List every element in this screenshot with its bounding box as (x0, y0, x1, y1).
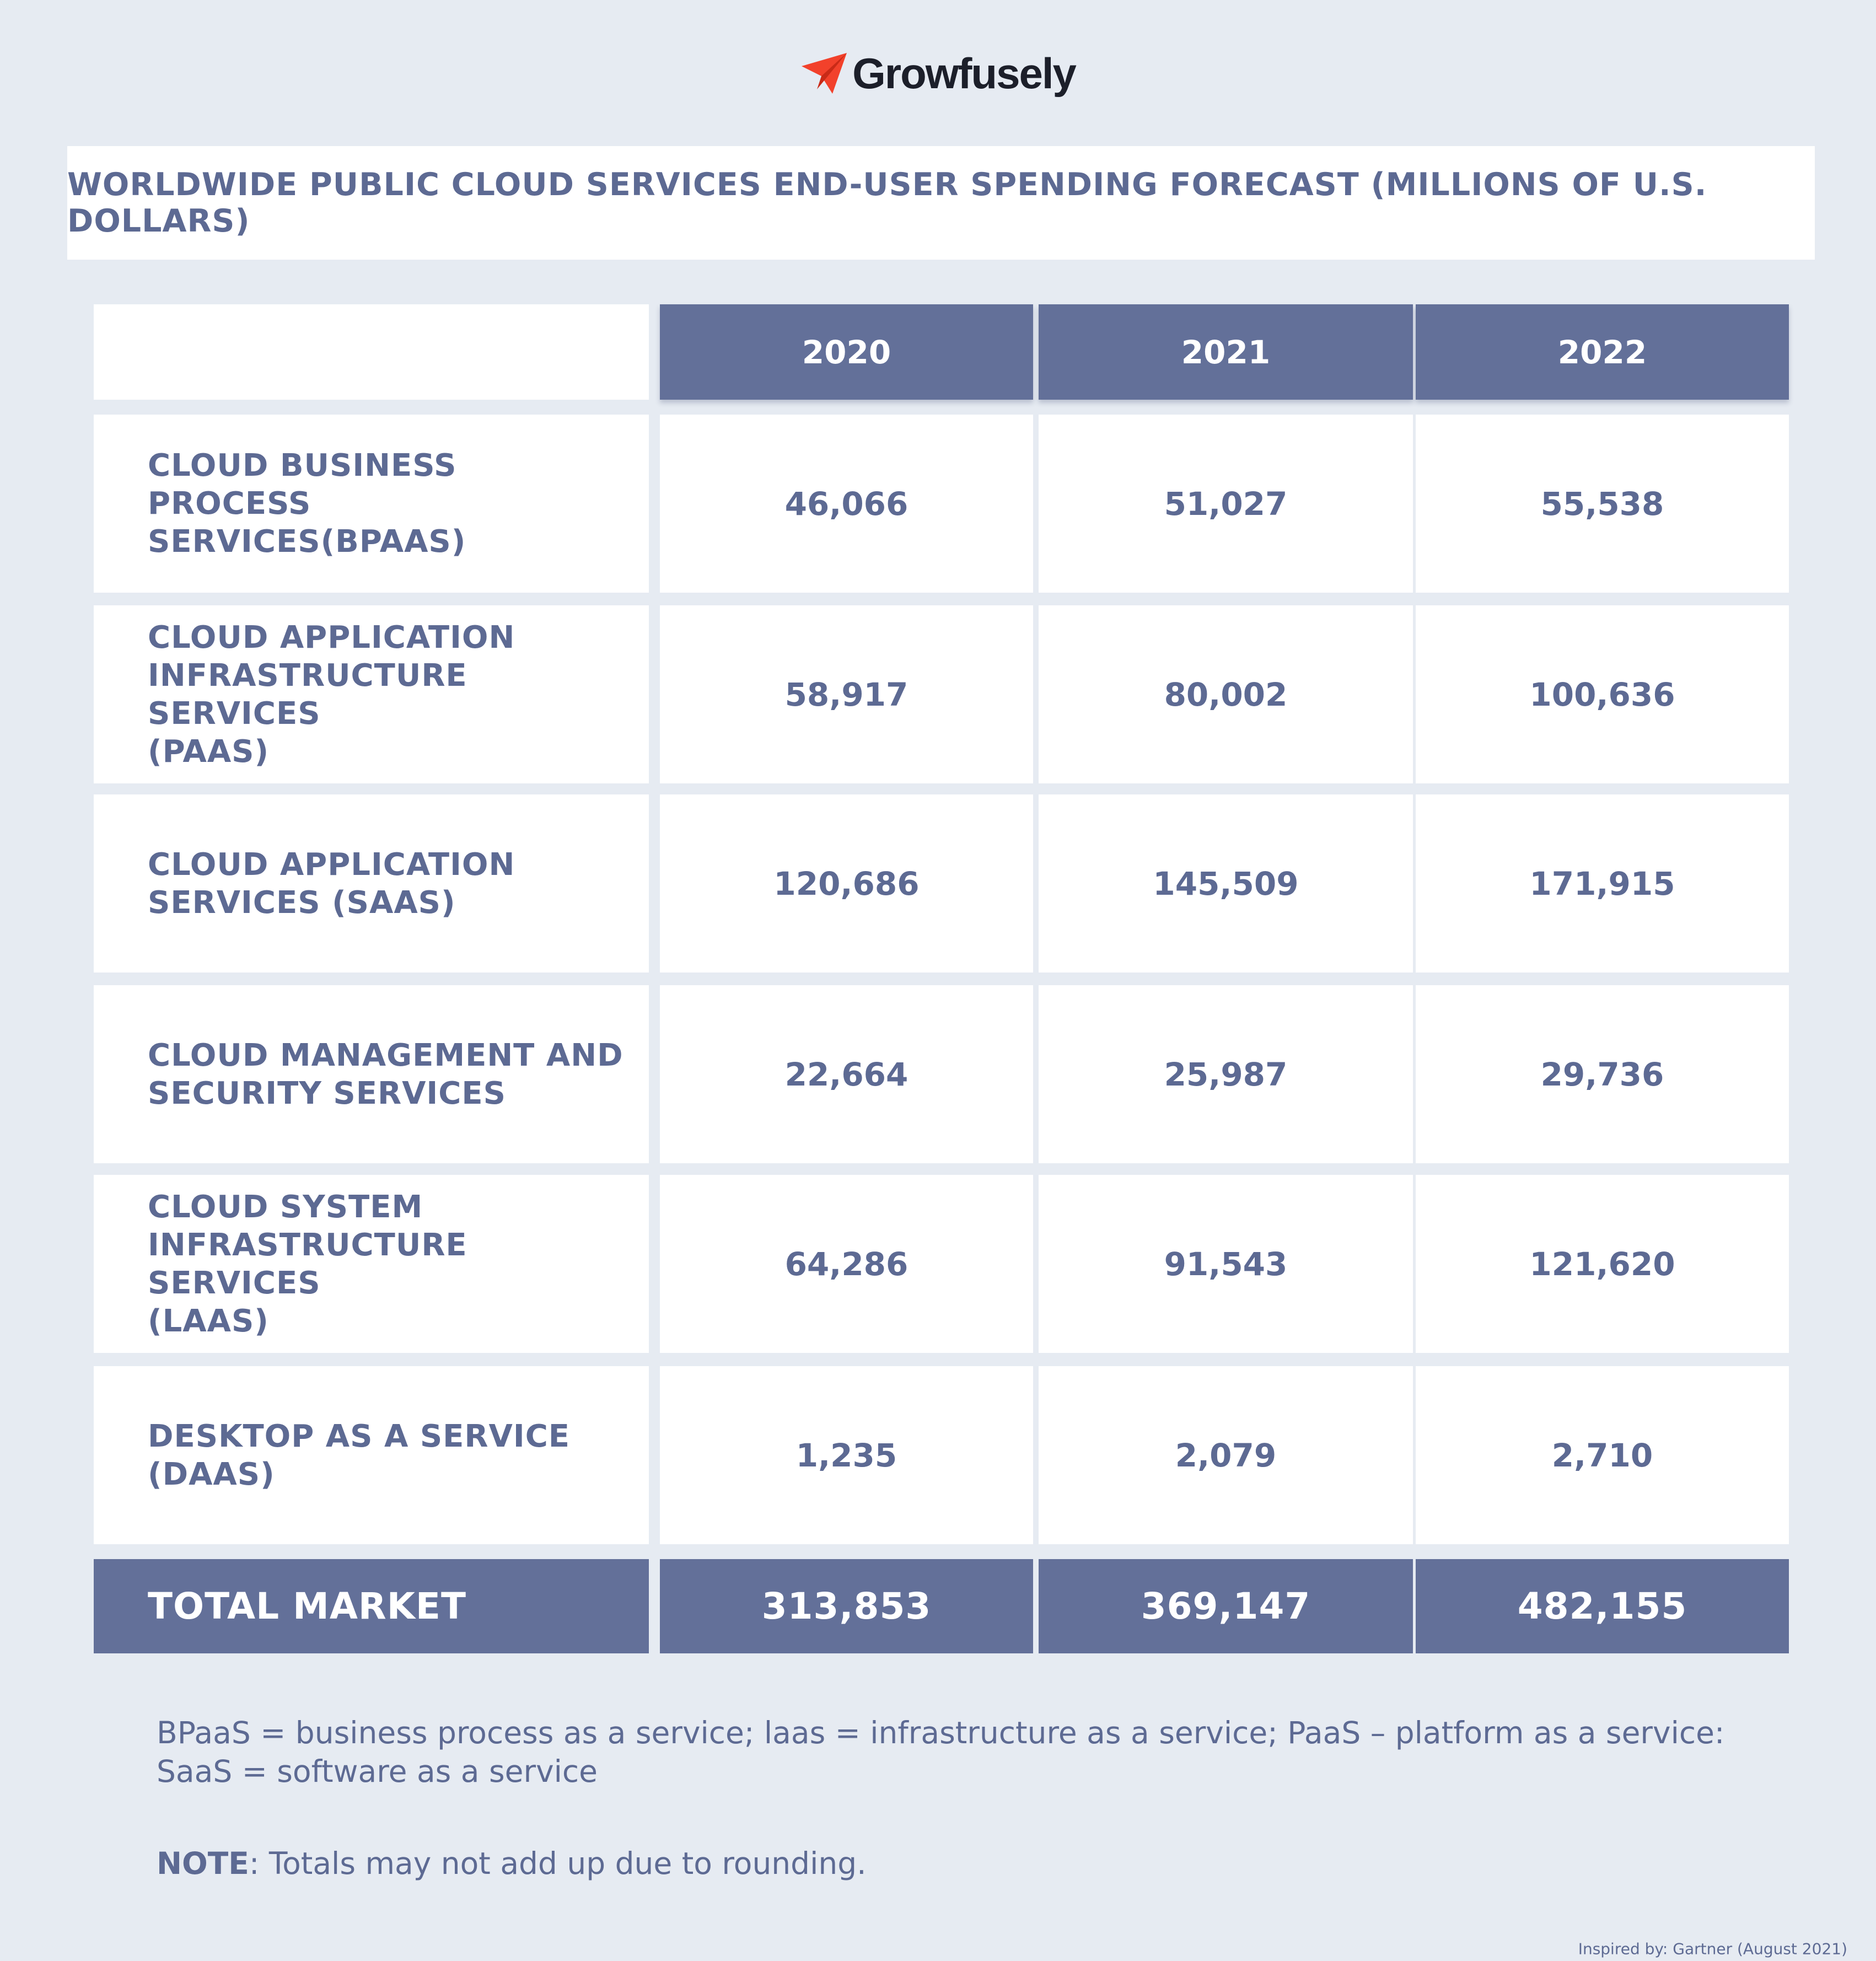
row-label-line: (PAAS) (148, 733, 270, 770)
value-cell: 100,636 (1416, 605, 1789, 783)
rounding-note (157, 1846, 867, 1881)
row-label-text (148, 1036, 623, 1113)
column-header-2020: 2020 (660, 304, 1033, 400)
value-cell: 25,987 (1039, 985, 1413, 1163)
abbreviations-line: BPaaS = business process as a service; laas = infrastructure as a service; PaaS – platform as a service: (157, 1715, 1725, 1750)
paper-plane-icon (800, 51, 848, 96)
row-label-text (148, 619, 627, 771)
value-cell: 58,917 (660, 605, 1033, 783)
value-cell: 51,027 (1039, 415, 1413, 593)
header-corner-cell (94, 304, 649, 400)
row-label-line: CLOUD APPLICATION (148, 846, 515, 883)
value-cell: 1,235 (660, 1366, 1033, 1544)
value-cell: 2,710 (1416, 1366, 1789, 1544)
note-label: NOTE (157, 1846, 249, 1881)
brand-name: Growfusely (852, 49, 1076, 98)
row-label-line: SECURITY SERVICES (148, 1075, 506, 1111)
row-label (94, 794, 649, 973)
row-label-line: CLOUD APPLICATION (148, 619, 515, 656)
abbreviations-line: SaaS = software as a service (157, 1754, 598, 1789)
row-label-line: (LAAS) (148, 1303, 269, 1339)
page-title: WORLDWIDE PUBLIC CLOUD SERVICES END-USER SPENDING FORECAST (MILLIONS OF U.S. DOLLARS) (67, 166, 1707, 239)
total-value-cell: 313,853 (660, 1559, 1033, 1653)
row-label (94, 415, 649, 593)
row-label-line: INFRASTRUCTURE SERVICES (148, 657, 467, 732)
value-cell: 64,286 (660, 1175, 1033, 1353)
title-banner (67, 146, 1815, 260)
row-label-line: SERVICES (SAAS) (148, 884, 456, 921)
value-cell: 46,066 (660, 415, 1033, 593)
brand-logo (0, 43, 1876, 104)
row-label-line: (DAAS) (148, 1456, 275, 1492)
row-label-line: DESKTOP AS A SERVICE (148, 1418, 571, 1454)
row-label-text (148, 1417, 570, 1493)
row-label-line: SERVICES(BPAAS) (148, 524, 466, 560)
value-cell: 2,079 (1039, 1366, 1413, 1544)
column-header-2021: 2021 (1039, 304, 1413, 400)
row-label (94, 605, 649, 783)
source-credit: Inspired by: Gartner (August 2021) (1578, 1939, 1847, 1958)
row-label-text (148, 1188, 627, 1340)
value-cell: 145,509 (1039, 794, 1413, 973)
total-value-cell: 369,147 (1039, 1559, 1413, 1653)
value-cell: 171,915 (1416, 794, 1789, 973)
row-label (94, 1366, 649, 1544)
total-value-cell: 482,155 (1416, 1559, 1789, 1653)
row-label-text (148, 447, 627, 561)
value-cell: 55,538 (1416, 415, 1789, 593)
value-cell: 29,736 (1416, 985, 1789, 1163)
value-cell: 91,543 (1039, 1175, 1413, 1353)
total-label: TOTAL MARKET (94, 1559, 649, 1653)
row-label (94, 985, 649, 1163)
value-cell: 120,686 (660, 794, 1033, 973)
value-cell: 80,002 (1039, 605, 1413, 783)
note-text: : Totals may not add up due to rounding. (249, 1846, 867, 1881)
row-label-line: CLOUD BUSINESS PROCESS (148, 448, 457, 522)
row-label-text (148, 846, 515, 922)
row-label (94, 1175, 649, 1353)
row-label-line: CLOUD SYSTEM (148, 1189, 423, 1225)
abbreviations-legend (157, 1713, 1799, 1791)
value-cell: 121,620 (1416, 1175, 1789, 1353)
row-label-line: INFRASTRUCTURE SERVICES (148, 1227, 467, 1301)
row-label-line: CLOUD MANAGEMENT AND (148, 1037, 623, 1073)
column-header-2022: 2022 (1416, 304, 1789, 400)
value-cell: 22,664 (660, 985, 1033, 1163)
